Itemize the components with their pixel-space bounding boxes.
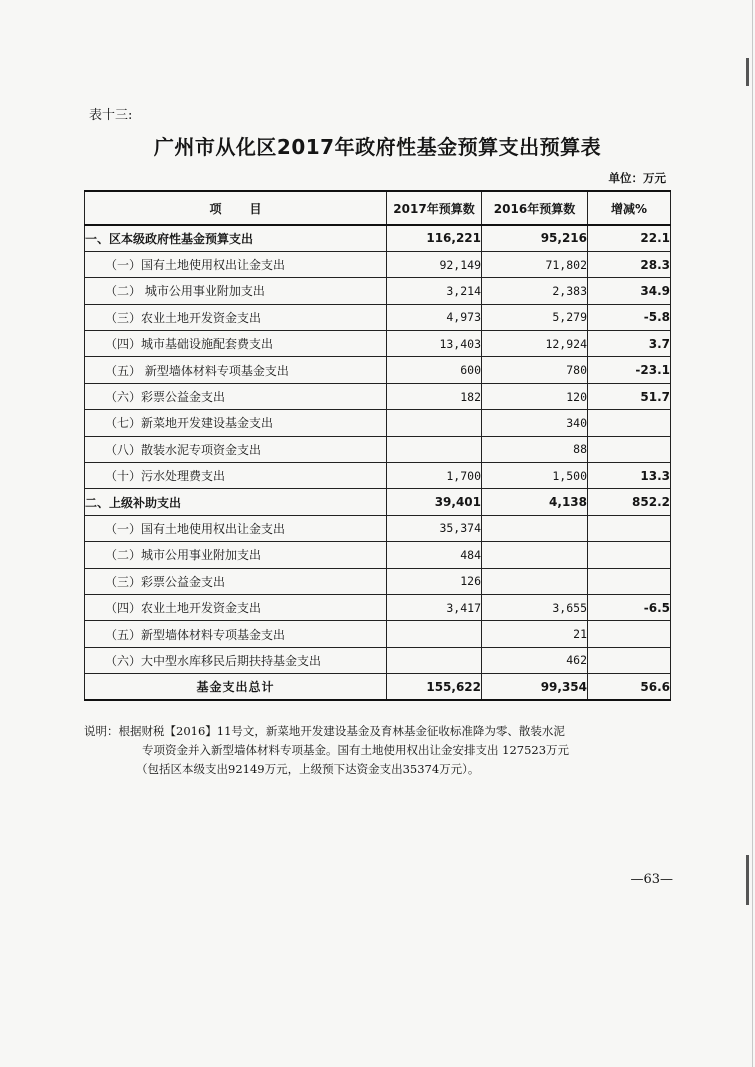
cell-2016: 3,655 <box>482 594 588 620</box>
cell-2016: 71,802 <box>482 251 588 277</box>
cell-2016: 5,279 <box>482 304 588 330</box>
cell-item: （四）农业土地开发资金支出 <box>85 594 387 620</box>
page-title: 广州市从化区2017年政府性基金预算支出预算表 <box>153 135 602 159</box>
cell-item: （五） 新型墙体材料专项基金支出 <box>85 357 387 383</box>
cell-2017 <box>387 621 482 647</box>
cell-2016: 95,216 <box>482 225 588 251</box>
cell-2017: 13,403 <box>387 331 482 357</box>
cell-change: -23.1 <box>588 357 671 383</box>
note-line: 专项资金并入新型墙体材料专项基金。国有土地使用权出让金安排支出 127523万元 <box>142 743 570 757</box>
cell-item: 二、上级补助支出 <box>85 489 387 515</box>
cell-2017 <box>387 436 482 462</box>
cell-change: 28.3 <box>588 251 671 277</box>
cell-2017 <box>387 647 482 673</box>
cell-2016: 99,354 <box>482 674 588 700</box>
header-2017: 2017年预算数 <box>387 191 482 225</box>
cell-item: （五）新型墙体材料专项基金支出 <box>85 621 387 647</box>
table-row <box>85 647 671 673</box>
cell-2017: 39,401 <box>387 489 482 515</box>
cell-change: -5.8 <box>588 304 671 330</box>
cell-2017: 600 <box>387 357 482 383</box>
cell-2016: 120 <box>482 383 588 409</box>
table-total-row <box>85 674 671 700</box>
cell-change: 22.1 <box>588 225 671 251</box>
table-body <box>85 225 671 700</box>
table-header-row <box>85 191 671 225</box>
margin-mark <box>746 58 749 86</box>
cell-item: （二）城市公用事业附加支出 <box>85 542 387 568</box>
cell-change: 852.2 <box>588 489 671 515</box>
cell-change <box>588 410 671 436</box>
cell-change: -6.5 <box>588 594 671 620</box>
cell-change <box>588 515 671 541</box>
cell-change: 56.6 <box>588 674 671 700</box>
page-number: —63— <box>630 872 673 887</box>
table-row <box>85 383 671 409</box>
table-row <box>85 410 671 436</box>
cell-2016: 340 <box>482 410 588 436</box>
cell-item: （三）农业土地开发资金支出 <box>85 304 387 330</box>
cell-2016: 12,924 <box>482 331 588 357</box>
cell-2017: 3,214 <box>387 278 482 304</box>
cell-item: （八）散装水泥专项资金支出 <box>85 436 387 462</box>
table-row <box>85 542 671 568</box>
cell-2016: 21 <box>482 621 588 647</box>
table-row <box>85 515 671 541</box>
cell-2017: 4,973 <box>387 304 482 330</box>
cell-2016: 1,500 <box>482 463 588 489</box>
cell-change <box>588 647 671 673</box>
table-row <box>85 357 671 383</box>
budget-table <box>84 190 671 701</box>
cell-2017: 182 <box>387 383 482 409</box>
cell-change: 3.7 <box>588 331 671 357</box>
cell-2016 <box>482 542 588 568</box>
cell-change: 34.9 <box>588 278 671 304</box>
cell-2016: 4,138 <box>482 489 588 515</box>
cell-2016: 88 <box>482 436 588 462</box>
cell-item: （一）国有土地使用权出让金支出 <box>85 515 387 541</box>
table-section-row <box>85 489 671 515</box>
cell-item: （七）新菜地开发建设基金支出 <box>85 410 387 436</box>
note-line: （包括区本级支出92149万元，上级预下达资金支出35374万元）。 <box>136 762 480 776</box>
table-row <box>85 304 671 330</box>
cell-2017: 126 <box>387 568 482 594</box>
table-row <box>85 251 671 277</box>
cell-2017: 484 <box>387 542 482 568</box>
table-label: 表十三: <box>89 108 133 123</box>
cell-change: 51.7 <box>588 383 671 409</box>
cell-2017: 1,700 <box>387 463 482 489</box>
header-change: 增减% <box>588 191 671 225</box>
note-line: 说明：根据财税【2016】11号文，新菜地开发建设基金及育林基金征收标准降为零、散装水泥 <box>84 724 565 738</box>
cell-item: （一）国有土地使用权出让金支出 <box>85 251 387 277</box>
cell-change: 13.3 <box>588 463 671 489</box>
header-item: 项目 <box>85 191 387 225</box>
cell-change <box>588 568 671 594</box>
cell-2017: 92,149 <box>387 251 482 277</box>
cell-item: 一、区本级政府性基金预算支出 <box>85 225 387 251</box>
cell-2016 <box>482 515 588 541</box>
table-row <box>85 463 671 489</box>
table-row <box>85 621 671 647</box>
note-block <box>84 722 684 779</box>
cell-item: （六）彩票公益金支出 <box>85 383 387 409</box>
cell-item: （三）彩票公益金支出 <box>85 568 387 594</box>
unit-label: 单位：万元 <box>608 171 666 185</box>
cell-item: （二） 城市公用事业附加支出 <box>85 278 387 304</box>
cell-item: 基金支出总计 <box>85 674 387 700</box>
cell-2016: 2,383 <box>482 278 588 304</box>
cell-item: （十）污水处理费支出 <box>85 463 387 489</box>
cell-item: （四）城市基础设施配套费支出 <box>85 331 387 357</box>
table-row <box>85 331 671 357</box>
table-row <box>85 568 671 594</box>
cell-2017 <box>387 410 482 436</box>
cell-change <box>588 542 671 568</box>
cell-2016: 780 <box>482 357 588 383</box>
page-edge-line <box>752 0 753 1067</box>
cell-2016: 462 <box>482 647 588 673</box>
cell-change <box>588 621 671 647</box>
cell-change <box>588 436 671 462</box>
margin-mark <box>746 855 749 905</box>
table-row <box>85 278 671 304</box>
table-row <box>85 594 671 620</box>
cell-2016 <box>482 568 588 594</box>
cell-2017: 155,622 <box>387 674 482 700</box>
header-2016: 2016年预算数 <box>482 191 588 225</box>
cell-2017: 3,417 <box>387 594 482 620</box>
cell-2017: 116,221 <box>387 225 482 251</box>
cell-2017: 35,374 <box>387 515 482 541</box>
table-row <box>85 436 671 462</box>
table-section-row <box>85 225 671 251</box>
cell-item: （六）大中型水库移民后期扶持基金支出 <box>85 647 387 673</box>
